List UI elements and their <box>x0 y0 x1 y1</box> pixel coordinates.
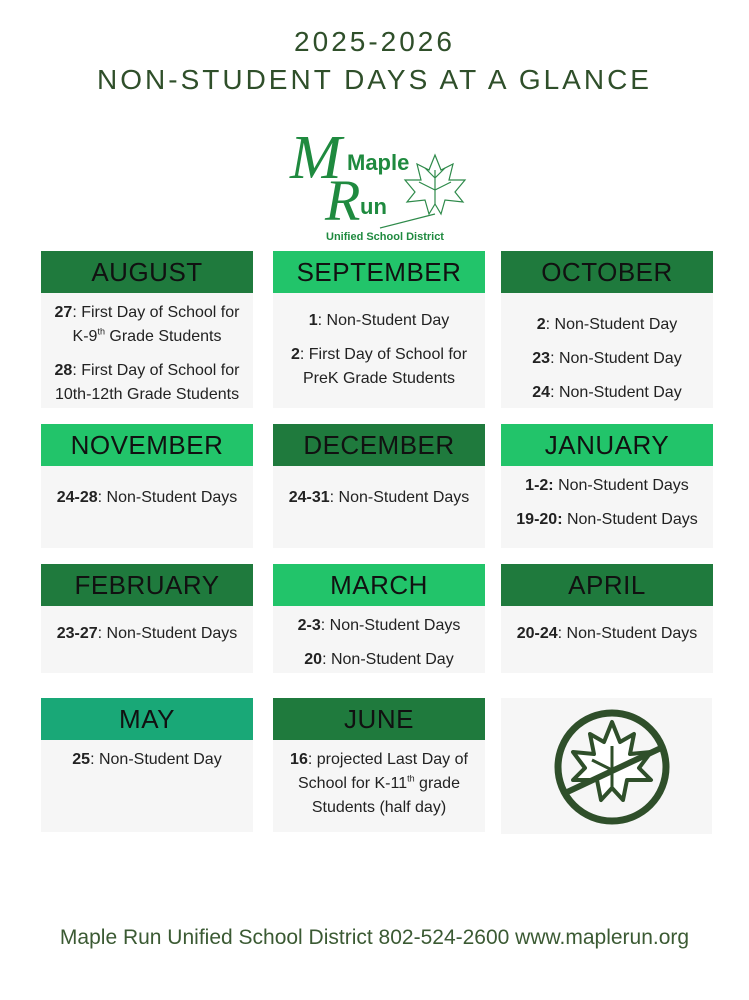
maple-leaf-seal <box>501 698 712 834</box>
month-card-november <box>41 424 253 548</box>
list-item: 2: First Day of School for PreK Grade Students <box>290 346 468 387</box>
list-item: 25: Non-Student Day <box>72 751 222 768</box>
list-item: 28: First Day of School for 10th-12th Grade Students <box>54 362 240 403</box>
list-item: 23-27: Non-Student Days <box>56 625 238 642</box>
list-item: 24: Non-Student Day <box>532 384 682 401</box>
list-item: 19-20: Non-Student Days <box>516 511 698 528</box>
month-header: MARCH <box>273 564 485 606</box>
list-item: 16: projected Last Day of School for K-11th grade Students (half day) <box>290 751 468 816</box>
svg-text:Unified School District: Unified School District <box>326 231 444 243</box>
month-card-may <box>41 698 253 832</box>
svg-text:M: M <box>290 124 342 192</box>
month-header: SEPTEMBER <box>273 251 485 293</box>
month-card-december <box>273 424 485 548</box>
list-item: 24-28: Non-Student Days <box>56 489 238 506</box>
month-card-september <box>273 251 485 408</box>
month-header: JANUARY <box>501 424 713 466</box>
month-header: DECEMBER <box>273 424 485 466</box>
list-item: 1: Non-Student Day <box>308 312 450 329</box>
svg-text:un: un <box>360 194 387 219</box>
month-card-january <box>501 424 713 548</box>
list-item: 2-3: Non-Student Days <box>297 617 461 634</box>
month-card-april <box>501 564 713 673</box>
list-item: 20-24: Non-Student Days <box>516 625 698 642</box>
month-header: AUGUST <box>41 251 253 293</box>
month-header: MAY <box>41 698 253 740</box>
maple-leaf-icon <box>501 698 712 834</box>
month-card-october <box>501 251 713 408</box>
month-header: FEBRUARY <box>41 564 253 606</box>
list-item: 24-31: Non-Student Days <box>288 489 470 506</box>
month-card-february <box>41 564 253 673</box>
month-header: APRIL <box>501 564 713 606</box>
month-card-august <box>41 251 253 408</box>
list-item: 1-2: Non-Student Days <box>525 477 689 494</box>
maple-run-logo <box>285 120 485 245</box>
month-card-march <box>273 564 485 673</box>
footer-contact: Maple Run Unified School District 802-524-2600 www.maplerun.org <box>59 926 690 949</box>
list-item: 23: Non-Student Day <box>532 350 682 367</box>
month-header: JUNE <box>273 698 485 740</box>
month-card-june <box>273 698 485 832</box>
list-item: 20: Non-Student Day <box>304 651 454 668</box>
month-header: NOVEMBER <box>41 424 253 466</box>
list-item: 2: Non-Student Day <box>536 316 678 333</box>
svg-text:Maple: Maple <box>347 150 410 175</box>
page-title-year: 2025-2026 <box>294 26 455 57</box>
list-item: 27: First Day of School for K-9th Grade Students <box>54 304 240 345</box>
month-header: OCTOBER <box>501 251 713 293</box>
page-title: NON-STUDENT DAYS AT A GLANCE <box>97 64 652 95</box>
svg-text:R: R <box>325 168 361 233</box>
